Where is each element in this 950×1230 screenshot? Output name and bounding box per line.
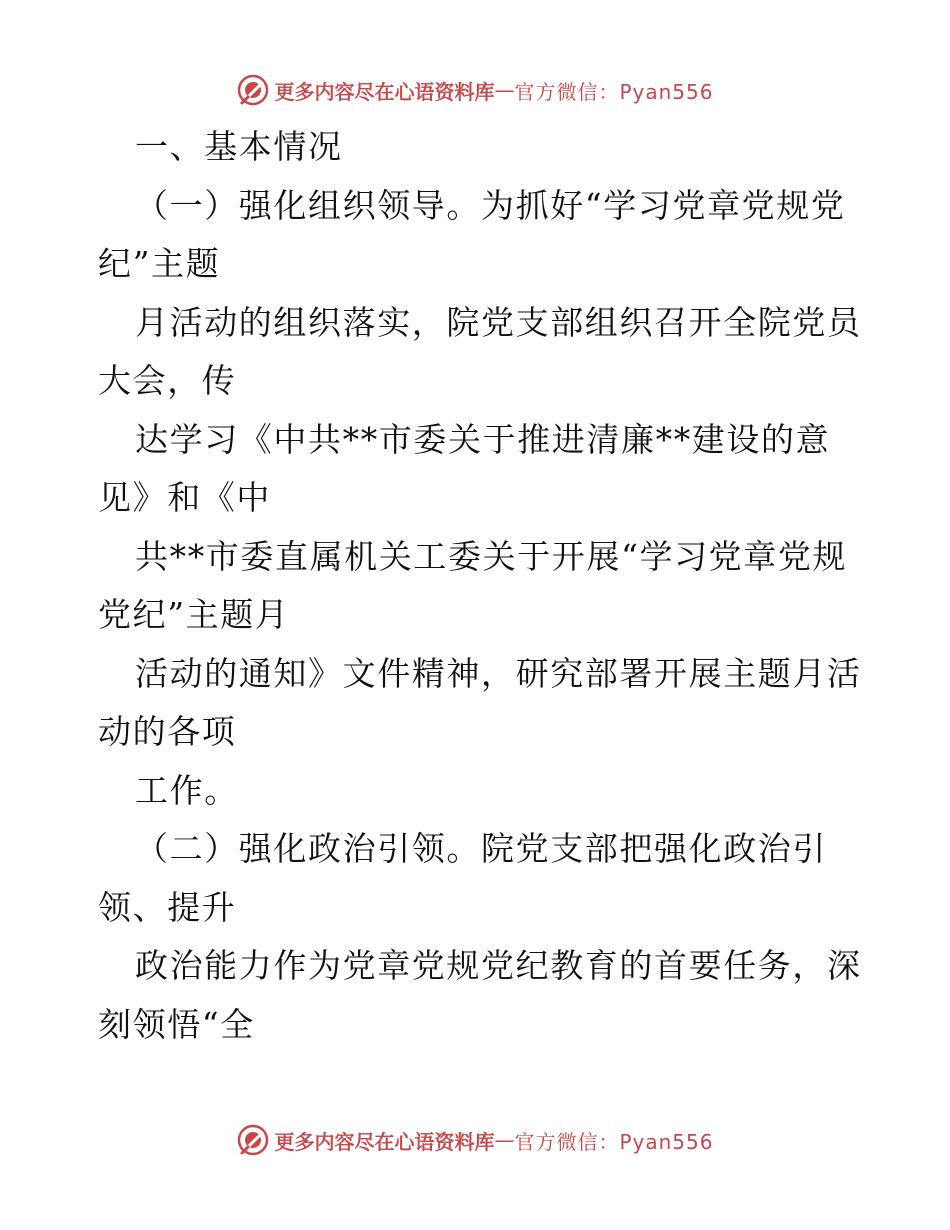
paragraph-line: 活动的通知》文件精神，研究部署开展主题月活 <box>135 653 862 693</box>
document-body <box>98 118 862 1054</box>
watermark-main-text: 更多内容尽在心语资料库 <box>274 1129 495 1154</box>
paragraph-line: 大会，传 <box>98 361 237 400</box>
watermark-wechat-text: 官方微信：Pyan556 <box>514 79 714 104</box>
pen-logo-icon <box>236 73 270 107</box>
paragraph-line: 领、提升 <box>98 887 237 927</box>
watermark-dash: — <box>494 1128 515 1152</box>
paragraph-line: 动的各项 <box>98 712 237 751</box>
paragraph-line: 达学习《中共**市委关于推进清廉**建设的意 <box>135 419 831 459</box>
paragraph-line: 纪”主题 <box>98 244 221 283</box>
paragraph-line: 党纪”主题月 <box>98 595 290 634</box>
paragraph-line: 工作。 <box>135 770 239 810</box>
watermark-wechat-text: 官方微信：Pyan556 <box>514 1129 714 1154</box>
paragraph-line: 共**市委直属机关工委关于开展“学习党章党规 <box>135 536 848 576</box>
footer-watermark <box>0 1120 950 1160</box>
paragraph-line: 政治能力作为党章党规党纪教育的首要任务，深 <box>135 946 862 985</box>
watermark-main-text: 更多内容尽在心语资料库 <box>274 79 495 104</box>
paragraph-line: （一）强化组织领导。为抓好“学习党章党规党 <box>135 185 846 225</box>
paragraph-line: 月活动的组织落实，院党支部组织召开全院党员 <box>135 302 862 342</box>
pen-logo-icon <box>236 1123 270 1157</box>
header-watermark <box>0 70 950 110</box>
watermark-dash: — <box>494 78 515 102</box>
paragraph-line: （二）强化政治引领。院党支部把强化政治引 <box>135 829 827 868</box>
section-heading: 一、基本情况 <box>135 127 343 166</box>
paragraph-line: 刻领悟“全 <box>98 1004 255 1044</box>
paragraph-line: 见》和《中 <box>98 478 271 517</box>
